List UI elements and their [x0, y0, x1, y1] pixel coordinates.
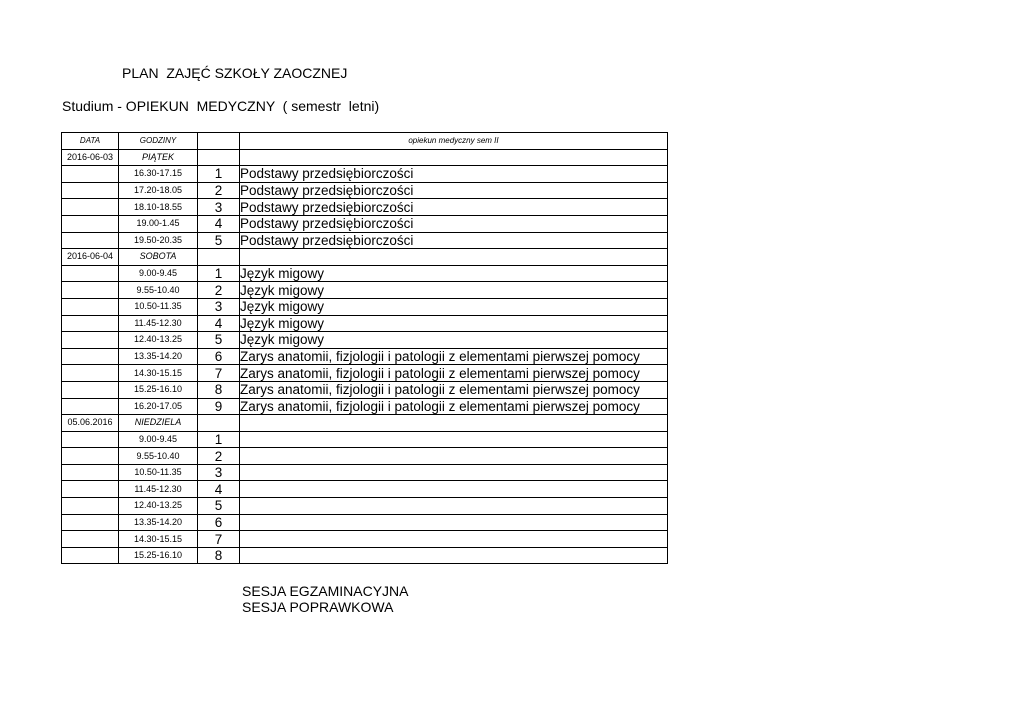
- subject-cell: Podstawy przedsiębiorczości: [240, 232, 668, 249]
- date-cell: [62, 298, 119, 315]
- hours-cell: 9.55-10.40: [119, 282, 198, 299]
- subject-cell: [240, 464, 668, 481]
- hours-cell: 13.35-14.20: [119, 514, 198, 531]
- lesson-number-cell: 3: [198, 298, 240, 315]
- lesson-number-cell: 7: [198, 365, 240, 382]
- subject-cell: [240, 448, 668, 465]
- weekday-cell: PIĄTEK: [119, 149, 198, 166]
- hours-cell: 11.45-12.30: [119, 481, 198, 498]
- table-row: [62, 481, 668, 498]
- table-row: [62, 365, 668, 382]
- date-cell: 2016-06-03: [62, 149, 119, 166]
- subject-cell: [240, 547, 668, 564]
- table-row: [62, 348, 668, 365]
- subject-cell: Zarys anatomii, fizjologii i patologii z elementami pierwszej pomocy: [240, 398, 668, 415]
- subject-cell: Język migowy: [240, 282, 668, 299]
- lesson-number-cell: 8: [198, 547, 240, 564]
- subject-cell: [240, 514, 668, 531]
- lesson-number-cell: 2: [198, 448, 240, 465]
- header-date: DATA: [62, 133, 119, 150]
- subject-cell: [240, 431, 668, 448]
- lesson-number-cell: 1: [198, 166, 240, 183]
- subject-cell: [240, 149, 668, 166]
- date-cell: [62, 232, 119, 249]
- table-row: [62, 315, 668, 332]
- date-cell: [62, 315, 119, 332]
- page-subtitle: Studium - OPIEKUN MEDYCZNY ( semestr letni): [62, 98, 380, 114]
- lesson-number-cell: 4: [198, 315, 240, 332]
- schedule-table: [61, 132, 668, 564]
- lesson-number-cell: 1: [198, 265, 240, 282]
- subject-cell: Język migowy: [240, 298, 668, 315]
- table-row: [62, 381, 668, 398]
- table-row: [62, 166, 668, 183]
- table-row: [62, 282, 668, 299]
- date-cell: [62, 514, 119, 531]
- date-cell: [62, 365, 119, 382]
- table-row: [62, 398, 668, 415]
- lesson-number-cell: 2: [198, 282, 240, 299]
- date-cell: 2016-06-04: [62, 249, 119, 266]
- date-cell: [62, 431, 119, 448]
- date-cell: [62, 282, 119, 299]
- lesson-number-cell: [198, 415, 240, 432]
- hours-cell: 9.00-9.45: [119, 431, 198, 448]
- hours-cell: 18.10-18.55: [119, 199, 198, 216]
- hours-cell: 13.35-14.20: [119, 348, 198, 365]
- table-row: [62, 265, 668, 282]
- date-cell: [62, 498, 119, 515]
- lesson-number-cell: 6: [198, 514, 240, 531]
- lesson-number-cell: 1: [198, 431, 240, 448]
- date-cell: [62, 464, 119, 481]
- lesson-number-cell: [198, 149, 240, 166]
- lesson-number-cell: 3: [198, 199, 240, 216]
- hours-cell: 14.30-15.15: [119, 365, 198, 382]
- table-row: [62, 464, 668, 481]
- weekday-cell: NIEDZIELA: [119, 415, 198, 432]
- date-cell: [62, 332, 119, 349]
- day-header-row: [62, 415, 668, 432]
- table-row: [62, 498, 668, 515]
- hours-cell: 14.30-15.15: [119, 531, 198, 548]
- table-row: [62, 332, 668, 349]
- lesson-number-cell: 3: [198, 464, 240, 481]
- lesson-number-cell: [198, 249, 240, 266]
- date-cell: [62, 265, 119, 282]
- exam-session-label: SESJA EGZAMINACYJNA: [242, 583, 409, 599]
- subject-cell: Podstawy przedsiębiorczości: [240, 215, 668, 232]
- subject-cell: Język migowy: [240, 265, 668, 282]
- subject-cell: [240, 415, 668, 432]
- lesson-number-cell: 5: [198, 232, 240, 249]
- hours-cell: 16.20-17.05: [119, 398, 198, 415]
- hours-cell: 19.50-20.35: [119, 232, 198, 249]
- day-header-row: [62, 249, 668, 266]
- subject-cell: [240, 249, 668, 266]
- subject-cell: Język migowy: [240, 332, 668, 349]
- date-cell: 05.06.2016: [62, 415, 119, 432]
- table-row: [62, 215, 668, 232]
- date-cell: [62, 215, 119, 232]
- date-cell: [62, 348, 119, 365]
- header-hours: GODZINY: [119, 133, 198, 150]
- date-cell: [62, 448, 119, 465]
- subject-cell: [240, 481, 668, 498]
- table-row: [62, 199, 668, 216]
- hours-cell: 19.00-1.45: [119, 215, 198, 232]
- table-row: [62, 448, 668, 465]
- header-number: [198, 133, 240, 150]
- subject-cell: [240, 498, 668, 515]
- lesson-number-cell: 9: [198, 398, 240, 415]
- lesson-number-cell: 5: [198, 498, 240, 515]
- lesson-number-cell: 6: [198, 348, 240, 365]
- lesson-number-cell: 2: [198, 182, 240, 199]
- hours-cell: 12.40-13.25: [119, 332, 198, 349]
- resit-session-label: SESJA POPRAWKOWA: [242, 599, 394, 615]
- subject-cell: Podstawy przedsiębiorczości: [240, 182, 668, 199]
- weekday-cell: SOBOTA: [119, 249, 198, 266]
- subject-cell: Zarys anatomii, fizjologii i patologii z elementami pierwszej pomocy: [240, 381, 668, 398]
- hours-cell: 15.25-16.10: [119, 547, 198, 564]
- date-cell: [62, 547, 119, 564]
- lesson-number-cell: 5: [198, 332, 240, 349]
- date-cell: [62, 182, 119, 199]
- hours-cell: 11.45-12.30: [119, 315, 198, 332]
- date-cell: [62, 199, 119, 216]
- lesson-number-cell: 7: [198, 531, 240, 548]
- table-row: [62, 182, 668, 199]
- schedule-body: [62, 133, 668, 564]
- date-cell: [62, 531, 119, 548]
- lesson-number-cell: 8: [198, 381, 240, 398]
- table-row: [62, 531, 668, 548]
- table-row: [62, 232, 668, 249]
- subject-cell: [240, 531, 668, 548]
- header-row: [62, 133, 668, 150]
- hours-cell: 9.55-10.40: [119, 448, 198, 465]
- subject-cell: Język migowy: [240, 315, 668, 332]
- date-cell: [62, 481, 119, 498]
- hours-cell: 17.20-18.05: [119, 182, 198, 199]
- table-row: [62, 298, 668, 315]
- day-header-row: [62, 149, 668, 166]
- hours-cell: 12.40-13.25: [119, 498, 198, 515]
- table-row: [62, 514, 668, 531]
- date-cell: [62, 381, 119, 398]
- page-title: PLAN ZAJĘĆ SZKOŁY ZAOCZNEJ: [122, 65, 348, 81]
- hours-cell: 10.50-11.35: [119, 464, 198, 481]
- subject-cell: Zarys anatomii, fizjologii i patologii z elementami pierwszej pomocy: [240, 348, 668, 365]
- hours-cell: 10.50-11.35: [119, 298, 198, 315]
- lesson-number-cell: 4: [198, 215, 240, 232]
- subject-cell: Zarys anatomii, fizjologii i patologii z elementami pierwszej pomocy: [240, 365, 668, 382]
- table-row: [62, 431, 668, 448]
- hours-cell: 16.30-17.15: [119, 166, 198, 183]
- header-subject: opiekun medyczny sem II: [240, 133, 668, 150]
- subject-cell: Podstawy przedsiębiorczości: [240, 199, 668, 216]
- table-row: [62, 547, 668, 564]
- hours-cell: 15.25-16.10: [119, 381, 198, 398]
- hours-cell: 9.00-9.45: [119, 265, 198, 282]
- subject-cell: Podstawy przedsiębiorczości: [240, 166, 668, 183]
- date-cell: [62, 166, 119, 183]
- lesson-number-cell: 4: [198, 481, 240, 498]
- date-cell: [62, 398, 119, 415]
